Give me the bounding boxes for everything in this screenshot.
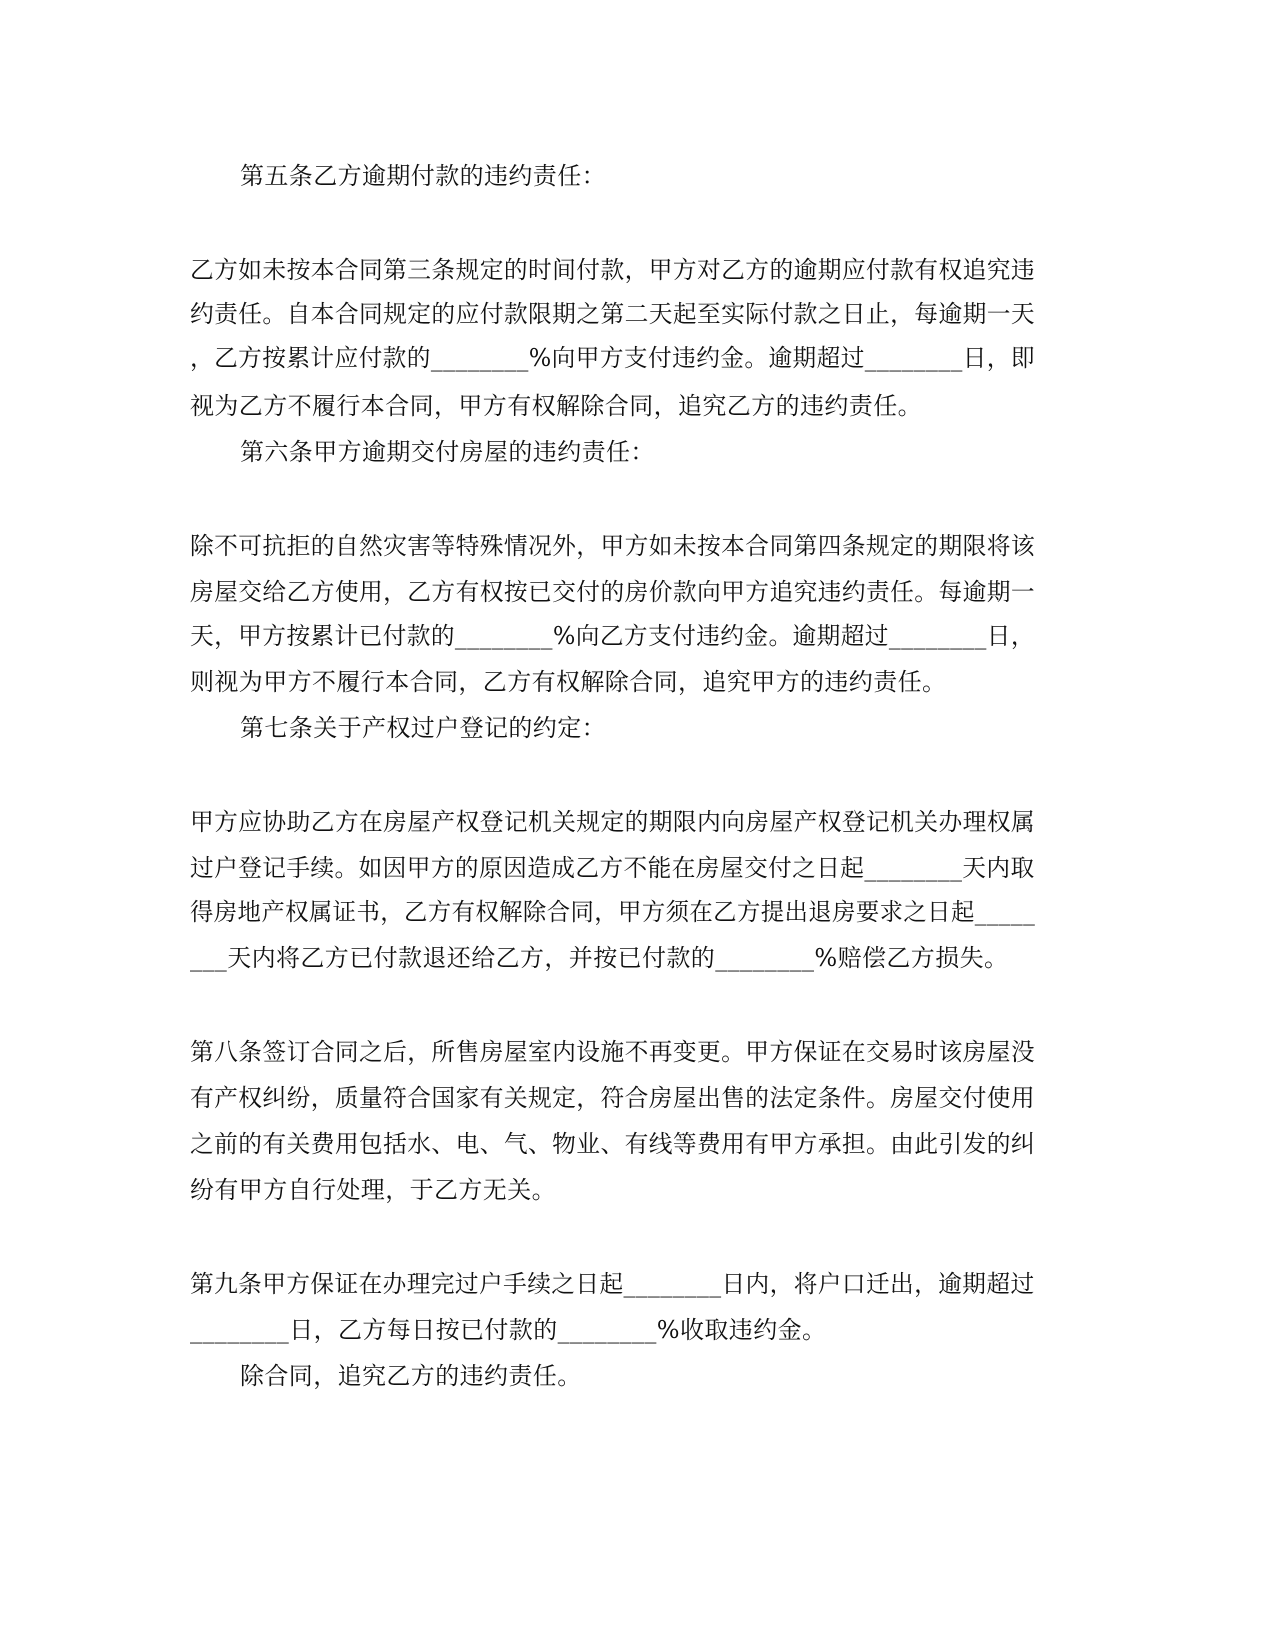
article-6-line-4: 则视为甲方不履行本合同，乙方有权解除合同，追究甲方的违约责任。 bbox=[190, 668, 947, 696]
article-7-heading: 第七条关于产权过户登记的约定： bbox=[240, 714, 606, 742]
article-8-line-4: 纷有甲方自行处理，于乙方无关。 bbox=[190, 1176, 556, 1204]
trailing-clause: 除合同，追究乙方的违约责任。 bbox=[240, 1362, 582, 1390]
article-7-line-2: 过户登记手续。如因甲方的原因造成乙方不能在房屋交付之日起________天内取 bbox=[190, 854, 1035, 882]
article-7-line-3: 得房地产权属证书，乙方有权解除合同，甲方须在乙方提出退房要求之日起_____ bbox=[190, 898, 1036, 926]
article-8-line-1: 第八条签订合同之后，所售房屋室内设施不再变更。甲方保证在交易时该房屋没 bbox=[190, 1038, 1036, 1066]
article-9-line-2: ________日，乙方每日按已付款的________%收取违约金。 bbox=[190, 1316, 827, 1344]
article-9-line-1: 第九条甲方保证在办理完过户手续之日起________日内，将户口迁出，逾期超过 bbox=[190, 1270, 1035, 1298]
article-5-line-3: ，乙方按累计应付款的________%向甲方支付违约金。逾期超过________日，即 bbox=[190, 344, 1035, 372]
article-8-line-2: 有产权纠纷，质量符合国家有关规定，符合房屋出售的法定条件。房屋交付使用 bbox=[190, 1084, 1036, 1112]
article-8-line-3: 之前的有关费用包括水、电、气、物业、有线等费用有甲方承担。由此引发的纠 bbox=[190, 1130, 1036, 1158]
article-7-line-1: 甲方应协助乙方在房屋产权登记机关规定的期限内向房屋产权登记机关办理权属 bbox=[190, 808, 1036, 836]
article-5-line-1: 乙方如未按本合同第三条规定的时间付款，甲方对乙方的逾期应付款有权追究违 bbox=[190, 256, 1036, 284]
article-7-line-4: ___天内将乙方已付款退还给乙方，并按已付款的________%赔偿乙方损失。 bbox=[190, 944, 1009, 972]
article-5-line-4: 视为乙方不履行本合同，甲方有权解除合同，追究乙方的违约责任。 bbox=[190, 392, 922, 420]
article-6-line-2: 房屋交给乙方使用，乙方有权按已交付的房价款向甲方追究违约责任。每逾期一 bbox=[190, 578, 1036, 606]
article-6-line-1: 除不可抗拒的自然灾害等特殊情况外，甲方如未按本合同第四条规定的期限将该 bbox=[190, 532, 1036, 560]
article-5-line-2: 约责任。自本合同规定的应付款限期之第二天起至实际付款之日止，每逾期一天 bbox=[190, 300, 1036, 328]
article-6-line-3: 天，甲方按累计已付款的________%向乙方支付违约金。逾期超过________日， bbox=[190, 622, 1035, 650]
article-5-heading: 第五条乙方逾期付款的违约责任： bbox=[240, 162, 606, 190]
article-6-heading: 第六条甲方逾期交付房屋的违约责任： bbox=[240, 438, 655, 466]
